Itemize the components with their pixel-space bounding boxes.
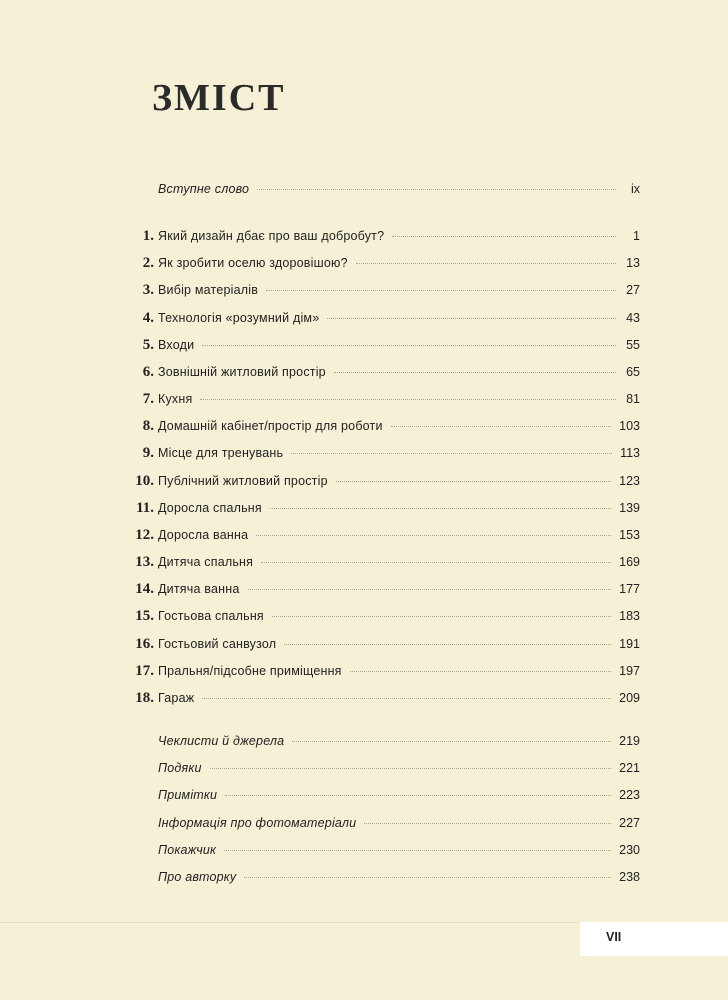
toc-entry xyxy=(120,554,640,574)
chapter-number: 10. xyxy=(135,472,154,489)
toc-entry xyxy=(120,816,640,836)
entry-page-number: 219 xyxy=(619,734,640,748)
toc-entry xyxy=(120,608,640,628)
entry-title: Про авторку xyxy=(158,870,237,884)
toc-entry xyxy=(120,527,640,547)
chapter-number: 9. xyxy=(142,445,154,462)
toc-entry xyxy=(120,282,640,302)
dot-leader xyxy=(334,372,616,373)
entry-title: Кухня xyxy=(158,392,193,407)
entry-title: Входи xyxy=(158,337,195,352)
entry-title: Доросла спальня xyxy=(158,500,262,515)
toc-entry xyxy=(120,581,640,601)
entry-title: Пральня/підсобне приміщення xyxy=(158,663,342,678)
toc-entry xyxy=(120,870,640,890)
entry-page-number: 139 xyxy=(619,500,640,515)
toc-entry xyxy=(120,228,640,248)
entry-title: Який дизайн дбає про ваш добробут? xyxy=(158,229,385,243)
entry-page-number: 81 xyxy=(626,392,640,407)
entry-page-number: 103 xyxy=(619,419,640,434)
dot-leader xyxy=(284,644,611,645)
entry-page-number: 113 xyxy=(620,446,640,461)
dot-leader xyxy=(291,453,612,454)
entry-page-number: 169 xyxy=(619,555,640,570)
entry-page-number: 43 xyxy=(626,310,640,325)
chapter-number: 15. xyxy=(135,608,154,625)
toc-entry xyxy=(120,734,640,754)
entry-title: Технологія «розумний дім» xyxy=(158,310,320,325)
dot-leader xyxy=(356,263,616,264)
dot-leader xyxy=(292,741,611,742)
entry-page-number: 177 xyxy=(619,582,640,597)
entry-page-number: 197 xyxy=(619,663,640,678)
entry-page-number: 153 xyxy=(619,527,640,542)
dot-leader xyxy=(224,850,611,851)
chapter-number: 4. xyxy=(142,309,154,326)
chapter-number: 12. xyxy=(135,526,154,543)
entry-title: Гостьовий санвузол xyxy=(158,636,277,651)
entry-page-number: 55 xyxy=(626,337,640,352)
footer-rule xyxy=(0,922,580,923)
dot-leader xyxy=(244,877,611,878)
entry-page-number: 183 xyxy=(619,609,640,624)
page-title: ЗМІСТ xyxy=(152,77,286,119)
entry-page-number: 221 xyxy=(619,761,640,776)
entry-title: Місце для тренувань xyxy=(158,446,284,461)
entry-page-number: 13 xyxy=(626,256,640,271)
entry-page-number: ix xyxy=(630,182,640,196)
chapter-number: 17. xyxy=(135,662,154,679)
dot-leader xyxy=(270,508,611,509)
entry-title: Доросла ванна xyxy=(158,527,249,542)
dot-leader xyxy=(202,345,616,346)
chapter-number: 14. xyxy=(135,581,154,598)
toc-entry xyxy=(120,182,640,202)
dot-leader xyxy=(202,698,611,699)
entry-title: Дитяча ванна xyxy=(158,582,240,597)
entry-title: Інформація про фотоматеріали xyxy=(158,815,357,830)
entry-page-number: 223 xyxy=(619,788,640,803)
entry-page-number: 65 xyxy=(626,364,640,379)
dot-leader xyxy=(327,318,616,319)
toc-entry xyxy=(120,663,640,683)
dot-leader xyxy=(392,236,616,237)
toc-entry xyxy=(120,788,640,808)
toc-entry xyxy=(120,761,640,781)
toc-entry xyxy=(120,690,640,710)
entry-page-number: 191 xyxy=(619,636,640,651)
chapter-number: 7. xyxy=(142,391,154,408)
dot-leader xyxy=(364,823,611,824)
chapter-number: 2. xyxy=(142,255,154,272)
chapter-number: 1. xyxy=(142,228,154,244)
entry-page-number: 27 xyxy=(626,283,640,298)
toc-entry xyxy=(120,418,640,438)
toc-entry xyxy=(120,391,640,411)
folio-box xyxy=(580,922,728,956)
entry-title: Гостьова спальня xyxy=(158,609,264,624)
chapter-number: 3. xyxy=(142,282,154,299)
dot-leader xyxy=(257,189,616,190)
toc-entry xyxy=(120,255,640,275)
toc-entry xyxy=(120,445,640,465)
dot-leader xyxy=(248,589,612,590)
entry-title: Зовнішній житловий простір xyxy=(158,364,326,379)
toc-entry xyxy=(120,636,640,656)
chapter-number: 11. xyxy=(136,499,154,516)
chapter-number: 18. xyxy=(135,689,154,706)
entry-title: Як зробити оселю здоровішою? xyxy=(158,256,348,271)
dot-leader xyxy=(210,768,611,769)
dot-leader xyxy=(200,399,616,400)
dot-leader xyxy=(261,562,611,563)
entry-page-number: 209 xyxy=(619,690,640,705)
chapter-number: 8. xyxy=(142,418,154,435)
toc-entry xyxy=(120,843,640,863)
entry-page-number: 227 xyxy=(619,815,640,830)
chapter-number: 13. xyxy=(135,554,154,571)
entry-title: Публічний житловий простір xyxy=(158,473,328,488)
entry-page-number: 238 xyxy=(619,870,640,884)
entry-page-number: 123 xyxy=(619,473,640,488)
entry-title: Вибір матеріалів xyxy=(158,283,259,298)
entry-page-number: 230 xyxy=(619,842,640,857)
dot-leader xyxy=(272,616,611,617)
entry-title: Вступне слово xyxy=(158,182,250,196)
entry-title: Чеклисти й джерела xyxy=(158,734,285,748)
chapter-number: 5. xyxy=(142,336,154,353)
toc-entry xyxy=(120,337,640,357)
entry-title: Домашній кабінет/простір для роботи xyxy=(158,419,383,434)
dot-leader xyxy=(336,481,611,482)
entry-title: Покажчик xyxy=(158,842,217,857)
page-number: VII xyxy=(606,930,622,944)
dot-leader xyxy=(256,535,611,536)
dot-leader xyxy=(266,290,616,291)
entry-title: Подяки xyxy=(158,761,202,776)
dot-leader xyxy=(225,795,611,796)
entry-title: Гараж xyxy=(158,690,195,705)
toc-entry xyxy=(120,473,640,493)
toc-entry xyxy=(120,364,640,384)
entry-page-number: 1 xyxy=(633,229,640,243)
chapter-number: 6. xyxy=(142,363,154,380)
dot-leader xyxy=(350,671,611,672)
entry-title: Примітки xyxy=(158,788,218,803)
dot-leader xyxy=(391,426,611,427)
entry-title: Дитяча спальня xyxy=(158,555,254,570)
toc-entry xyxy=(120,500,640,520)
chapter-number: 16. xyxy=(135,635,154,652)
toc-entry xyxy=(120,310,640,330)
